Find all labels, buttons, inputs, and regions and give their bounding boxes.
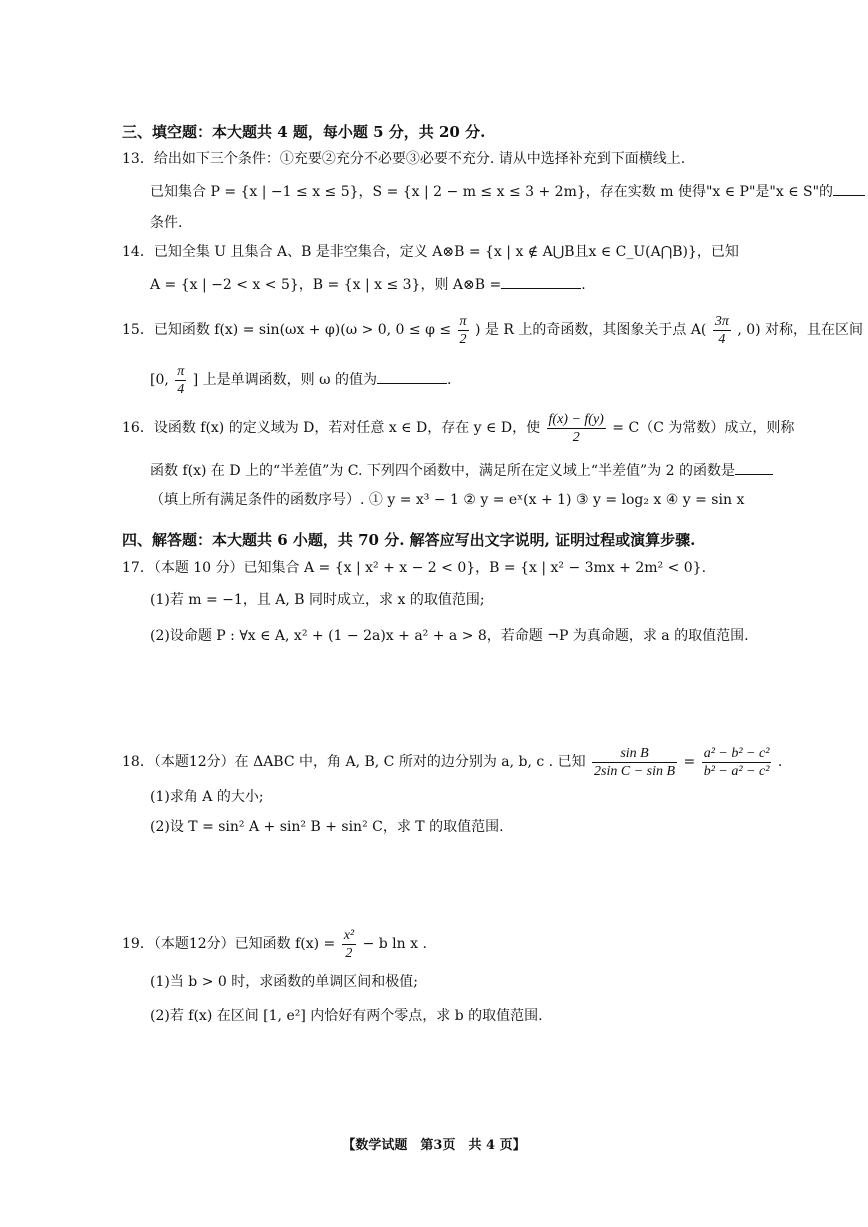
q15-line2: [0, $\frac{\pi}{4}$ ] 上是单调函数，则 ω 的值为 .: [150, 363, 452, 397]
q15-text-c: , 0) 对称，且在区间: [737, 322, 864, 338]
q13-line2-text: 已知集合 P = {x | −1 ≤ x ≤ 5}，S = {x | 2 − m ≤ x ≤ 3 + 2m}，存在实数 m 使得"x ∈ P"是"x ∈ S"的: [150, 184, 834, 200]
fraction-sinB: $\frac{\text{sin B}}{\text{2sin C − sin B}}$: [594, 745, 676, 779]
answer-blank: [833, 181, 865, 196]
q13-line3: 条件.: [150, 215, 183, 231]
answer-blank: [735, 460, 773, 475]
fraction-3pi-over-4: $\frac{3\pi}{4}$: [714, 313, 729, 347]
q19-text-b: − b ln x .: [362, 936, 427, 952]
q13-line2: [150, 181, 865, 202]
q16-line1: [122, 410, 794, 446]
q19-part1: (1)当 b > 0 时，求函数的单调区间和极值;: [150, 974, 418, 990]
q18-text-a: 18．（本题12分）在 ΔABC 中，角 A, B, C 所对的边分别为 a, b, c . 已知: [122, 754, 586, 770]
fraction-x2-over-2: $\frac{\text{x²}}{2}$: [343, 927, 355, 961]
q16-line3: （填上所有满足条件的函数序号）. ① y = x³ − 1 ② y = eˣ(x + 1) ③ y = log₂ x ④ y = sin x: [150, 492, 745, 508]
q17-part1: (1)若 m = −1，且 A, B 同时成立，求 x 的取值范围;: [150, 592, 485, 608]
q19-line1: [122, 924, 427, 964]
q19-part2: (2)若 f(x) 在区间 [1, e²] 内恰好有两个零点，求 b 的取值范围.: [150, 1008, 543, 1024]
q16-line2-text: 函数 f(x) 在 D 上的“半差值”为 C. 下列四个函数中，满足所在定义域上“半差值”为 2 的函数是: [150, 463, 736, 479]
q16-text-b: = C（C 为常数）成立，则称: [612, 420, 795, 436]
q16-text-a: 16．设函数 f(x) 的定义域为 D，若对任意 x ∈ D，存在 y ∈ D，使: [122, 420, 541, 436]
q16-line2: [150, 460, 773, 481]
q17-line1: 17．（本题 10 分）已知集合 A = {x | x² + x − 2 < 0}，B = {x | x² − 3mx + 2m² < 0}.: [122, 560, 707, 576]
page-footer: 【数学试题 第3页 共 4 页】: [342, 1138, 526, 1153]
answer-blank: [377, 369, 447, 384]
q14-line1: 14．已知全集 U 且集合 A、B 是非空集合，定义 A⊗B = {x | x ∉ A⋃B且x ∈ C_U(A⋂B)}，已知: [122, 244, 739, 260]
q15-text-a: 15．已知函数 f(x) = sin(ωx + φ)(ω > 0, 0 ≤ φ ≤: [122, 322, 452, 338]
q15-text-d: [0,: [150, 372, 169, 388]
answer-blank: [501, 274, 581, 289]
q18-part2: (2)设 T = sin² A + sin² B + sin² C，求 T 的取值范围.: [150, 819, 504, 835]
q18-part1: (1)求角 A 的大小;: [150, 789, 264, 805]
q14-line2: A = {x | −2 < x < 5}，B = {x | x ≤ 3}，则 A⊗B = .: [150, 274, 586, 295]
q19-text-a: 19．（本题12分）已知函数 f(x) =: [122, 936, 336, 952]
q14-line2-text: A = {x | −2 < x < 5}，B = {x | x ≤ 3}，则 A⊗B =: [150, 277, 502, 293]
section4-heading: 四、解答题：本大题共 6 小题，共 70 分. 解答应写出文字说明, 证明过程或演算步骤.: [122, 531, 696, 549]
fraction-pi-over-2: $\frac{\pi}{2}$: [459, 313, 467, 347]
fraction-sides: $\frac{\text{a² − b² − c²}}{\text{b² − a² − c²}}$: [703, 745, 770, 779]
q13-line1: 13．给出如下三个条件：①充要②充分不必要③必要不充分. 请从中选择补充到下面横线上.: [122, 151, 686, 167]
section3-heading: 三、填空题：本大题共 4 题，每小题 5 分，共 20 分.: [122, 123, 486, 141]
q18-line1: 18．（本题12分）在 ΔABC 中，角 A, B, C 所对的边分别为 a, b, c . 已知 $\frac{\text{sin B}}{\text{2sin C − sin B}}$ = $\frac{\text{a² − b² − c²}}{\text{b² − a² − c²}}$ .: [122, 745, 783, 779]
q15-line1: [122, 312, 863, 348]
fraction-pi-over-4: $\frac{\pi}{4}$: [177, 363, 185, 397]
q15-text-e: ] 上是单调函数，则 ω 的值为: [192, 372, 377, 388]
q17-part2: (2)设命题 P : ∀x ∈ A, x² + (1 − 2a)x + a² + a > 8，若命题 ¬P 为真命题，求 a 的取值范围.: [150, 628, 749, 644]
fraction-half-difference: $\frac{f(x) - f(y)}{2}$: [548, 411, 604, 445]
q15-text-b: ) 是 R 上的奇函数，其图象关于点 A(: [475, 322, 707, 338]
